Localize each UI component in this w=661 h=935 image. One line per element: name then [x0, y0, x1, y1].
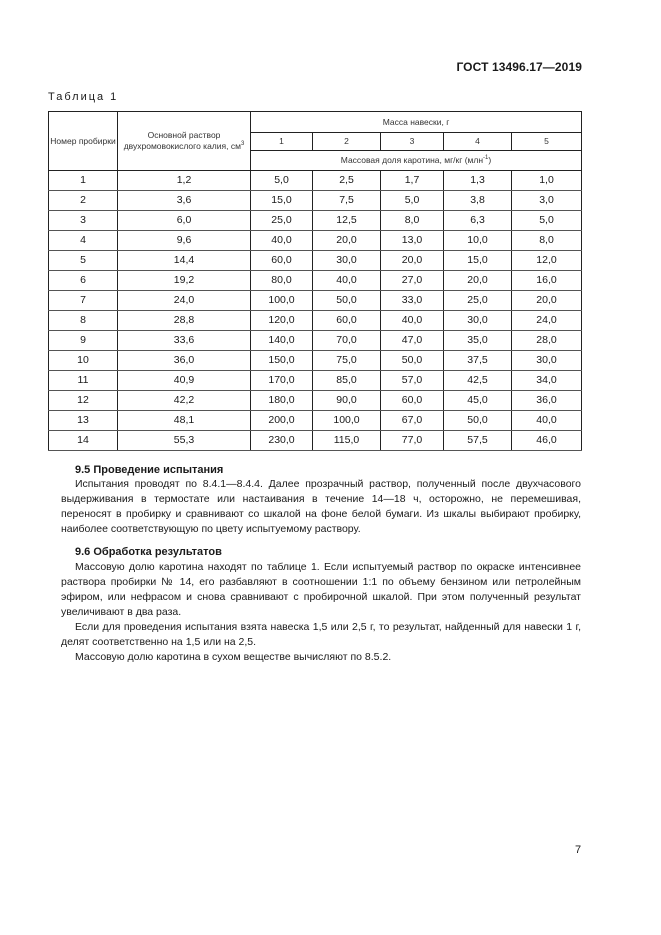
mass-col-3: 3	[381, 133, 444, 151]
fraction-label: Массовая доля каротина, мг/кг (млн	[340, 155, 484, 165]
section-9-6-title: 9.6 Обработка результатов	[75, 546, 222, 558]
col-header-tube: Номер пробирки	[49, 112, 118, 171]
table-cell: 12,5	[313, 211, 381, 231]
table-row	[49, 171, 582, 191]
table-cell: 25,0	[444, 291, 512, 311]
carotene-table	[48, 111, 582, 451]
table-cell: 27,0	[381, 271, 444, 291]
table-cell: 1,2	[118, 171, 251, 191]
table-row	[49, 251, 582, 271]
table-cell: 120,0	[251, 311, 313, 331]
table-cell: 6	[49, 271, 118, 291]
table-cell: 10	[49, 351, 118, 371]
table-cell: 15,0	[444, 251, 512, 271]
table-cell: 77,0	[381, 431, 444, 451]
table-cell: 40,9	[118, 371, 251, 391]
table-cell: 28,0	[512, 331, 582, 351]
table-cell: 150,0	[251, 351, 313, 371]
table-row	[49, 431, 582, 451]
table-row	[49, 271, 582, 291]
table-cell: 46,0	[512, 431, 582, 451]
table-cell: 11	[49, 371, 118, 391]
table-cell: 28,8	[118, 311, 251, 331]
table-cell: 55,3	[118, 431, 251, 451]
table-cell: 85,0	[313, 371, 381, 391]
section-9-6-text-2: Если для проведения испытания взята навеска 1,5 или 2,5 г, то результат, найденный для навески 1 г, делят соответственно на 1,5 или на 2,5.	[61, 621, 581, 648]
table-row	[49, 371, 582, 391]
table-cell: 35,0	[444, 331, 512, 351]
table-cell: 90,0	[313, 391, 381, 411]
table-cell: 6,0	[118, 211, 251, 231]
mass-col-1: 1	[251, 133, 313, 151]
table-cell: 5,0	[381, 191, 444, 211]
table-cell: 20,0	[444, 271, 512, 291]
col-header-solution-sup: 3	[240, 141, 245, 148]
table-cell: 37,5	[444, 351, 512, 371]
mass-col-2: 2	[313, 133, 381, 151]
table-cell: 57,5	[444, 431, 512, 451]
table-cell: 48,1	[118, 411, 251, 431]
table-cell: 80,0	[251, 271, 313, 291]
table-row	[49, 351, 582, 371]
table-cell: 2	[49, 191, 118, 211]
table-cell: 13,0	[381, 231, 444, 251]
table-cell: 40,0	[381, 311, 444, 331]
table-cell: 24,0	[512, 311, 582, 331]
table-cell: 36,0	[512, 391, 582, 411]
table-cell: 40,0	[313, 271, 381, 291]
table-cell: 40,0	[251, 231, 313, 251]
table-cell: 30,0	[313, 251, 381, 271]
table-cell: 67,0	[381, 411, 444, 431]
page-number: 7	[575, 844, 582, 856]
table-cell: 60,0	[381, 391, 444, 411]
table-cell: 42,2	[118, 391, 251, 411]
table-cell: 200,0	[251, 411, 313, 431]
table-cell: 140,0	[251, 331, 313, 351]
table-cell: 42,5	[444, 371, 512, 391]
table-cell: 8,0	[512, 231, 582, 251]
table-cell: 50,0	[313, 291, 381, 311]
table-cell: 30,0	[444, 311, 512, 331]
mass-col-5: 5	[512, 133, 582, 151]
table-cell: 15,0	[251, 191, 313, 211]
table-cell: 34,0	[512, 371, 582, 391]
table-cell: 8	[49, 311, 118, 331]
table-cell: 9	[49, 331, 118, 351]
table-cell: 7	[49, 291, 118, 311]
section-9-6-paragraph-3	[61, 650, 581, 665]
col-header-solution-text: Основной раствор двухромовокислого калия, см	[123, 130, 241, 151]
table-cell: 9,6	[118, 231, 251, 251]
table-cell: 2,5	[313, 171, 381, 191]
table-cell: 57,0	[381, 371, 444, 391]
table-caption: Таблица 1	[48, 91, 119, 103]
section-9-6-text-1: Массовую долю каротина находят по таблице 1. Если испытуемый раствор по окраске интенсивнее раствора пробирки № 14, его разбавляют в соотношении 1:1 по объему бензином или петролейным эфиром, или нефрасом и снова сравнивают с пробирочной шкалой. При этом полученный результат увеличивают в два раза.	[61, 561, 581, 618]
table-row	[49, 291, 582, 311]
table-cell: 1,3	[444, 171, 512, 191]
table-cell: 13	[49, 411, 118, 431]
table-row	[49, 391, 582, 411]
table-cell: 14,4	[118, 251, 251, 271]
table-row	[49, 211, 582, 231]
table-cell: 1	[49, 171, 118, 191]
table-cell: 70,0	[313, 331, 381, 351]
table-cell: 75,0	[313, 351, 381, 371]
table-cell: 40,0	[512, 411, 582, 431]
col-header-mass: Масса навески, г	[251, 112, 582, 133]
table-cell: 50,0	[444, 411, 512, 431]
table-cell: 50,0	[381, 351, 444, 371]
table-row	[49, 191, 582, 211]
table-row	[49, 411, 582, 431]
table-cell: 170,0	[251, 371, 313, 391]
table-body	[49, 171, 582, 451]
table-cell: 12,0	[512, 251, 582, 271]
table-cell: 36,0	[118, 351, 251, 371]
mass-col-4: 4	[444, 133, 512, 151]
table-cell: 33,0	[381, 291, 444, 311]
section-9-5-text: Испытания проводят по 8.4.1—8.4.4. Далее прозрачный раствор, полученный после двухчасового выдерживания в термостате или настаивания в течение 14—18 ч, осторожно, не перемешивая, переносят в пробирку и сравнивают со шкалой на фоне белой бумаги. Из шкалы выбирают пробирку, наиболее соответствующую по цвету испытуемому раствору.	[61, 478, 581, 535]
fraction-sup: -1	[483, 155, 489, 162]
table-cell: 45,0	[444, 391, 512, 411]
col-header-fraction	[251, 151, 582, 171]
section-9-6-text-3: Массовую долю каротина в сухом веществе вычисляют по 8.5.2.	[75, 651, 392, 663]
table-cell: 5	[49, 251, 118, 271]
table-cell: 33,6	[118, 331, 251, 351]
section-9-5-title: 9.5 Проведение испытания	[75, 464, 224, 476]
table-cell: 230,0	[251, 431, 313, 451]
table-cell: 10,0	[444, 231, 512, 251]
table-cell: 60,0	[313, 311, 381, 331]
table-cell: 14	[49, 431, 118, 451]
standard-number: ГОСТ 13496.17—2019	[456, 60, 582, 74]
table-cell: 3,6	[118, 191, 251, 211]
table-cell: 25,0	[251, 211, 313, 231]
table-cell: 20,0	[381, 251, 444, 271]
table-cell: 4	[49, 231, 118, 251]
table-row	[49, 331, 582, 351]
col-header-solution	[118, 112, 251, 171]
table-cell: 3,8	[444, 191, 512, 211]
table-cell: 5,0	[512, 211, 582, 231]
table-cell: 12	[49, 391, 118, 411]
table-cell: 20,0	[313, 231, 381, 251]
table-cell: 1,0	[512, 171, 582, 191]
table-row	[49, 231, 582, 251]
table-cell: 100,0	[313, 411, 381, 431]
table-cell: 180,0	[251, 391, 313, 411]
table-cell: 24,0	[118, 291, 251, 311]
table-cell: 16,0	[512, 271, 582, 291]
fraction-tail: )	[488, 155, 492, 165]
table-cell: 20,0	[512, 291, 582, 311]
table-cell: 60,0	[251, 251, 313, 271]
table-cell: 6,3	[444, 211, 512, 231]
table-cell: 3	[49, 211, 118, 231]
table-cell: 5,0	[251, 171, 313, 191]
table-cell: 100,0	[251, 291, 313, 311]
table-cell: 47,0	[381, 331, 444, 351]
table-cell: 3,0	[512, 191, 582, 211]
table-row	[49, 311, 582, 331]
table-cell: 19,2	[118, 271, 251, 291]
section-9-6-paragraph-1	[61, 560, 581, 620]
table-cell: 115,0	[313, 431, 381, 451]
table-cell: 7,5	[313, 191, 381, 211]
section-9-5-paragraph	[61, 477, 581, 537]
section-9-6-paragraph-2	[61, 620, 581, 650]
table-cell: 8,0	[381, 211, 444, 231]
table-cell: 30,0	[512, 351, 582, 371]
table-cell: 1,7	[381, 171, 444, 191]
